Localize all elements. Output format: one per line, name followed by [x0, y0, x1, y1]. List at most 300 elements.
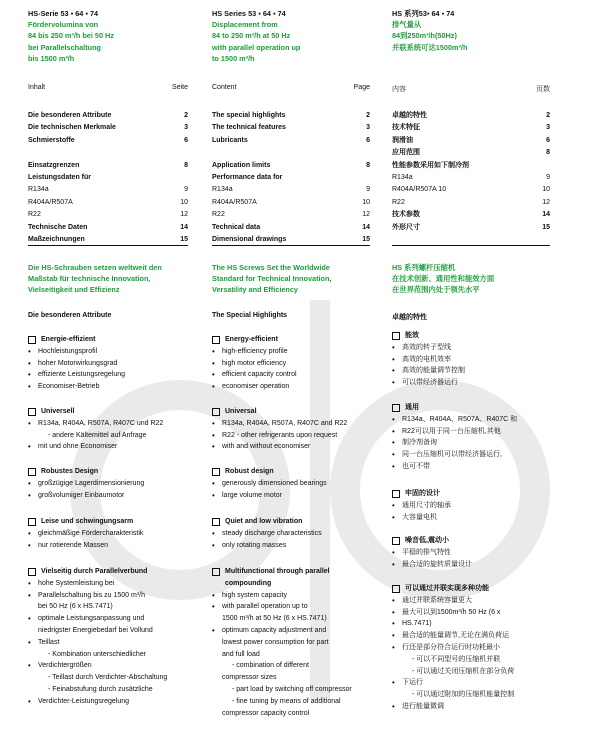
- feature-bullet-text: HS.7471): [402, 620, 432, 628]
- feature-title: [212, 406, 370, 418]
- feature-bullet-text: R134a, R404A, R507A, R407C and R22: [222, 419, 348, 427]
- bullet-icon: •: [392, 414, 395, 424]
- intro-line: HS 系列螺杆压缩机: [392, 263, 456, 272]
- bullet-icon: •: [392, 500, 395, 510]
- toc-entry[interactable]: [212, 160, 370, 172]
- toc-entry-page: 14: [362, 223, 370, 231]
- feature-bullet-text: mit und ohne Economiser: [38, 443, 118, 451]
- bullet-icon: [28, 625, 38, 637]
- feature-bullet: [28, 578, 188, 590]
- feature-bullet: [392, 559, 550, 571]
- toc-entry[interactable]: [28, 147, 188, 159]
- displacement-line: 排气量从: [392, 20, 422, 30]
- bullet-icon: •: [28, 418, 31, 428]
- toc-entry-title: Application limits: [212, 161, 271, 169]
- toc-entry-page: 9: [366, 186, 370, 194]
- feature-bullet-text: - Teillast durch Verdichter-Abschaltung: [48, 674, 168, 682]
- toc-entry[interactable]: [28, 222, 188, 234]
- bullet-icon: •: [392, 461, 395, 471]
- feature-title: [392, 583, 550, 595]
- checkbox-icon: [392, 537, 400, 545]
- feature-bullet-text: 行还是部分符合运行时功耗最小: [402, 643, 500, 651]
- bullet-icon: •: [212, 442, 215, 452]
- feature-bullet-text: - part load by switching off compressor: [232, 685, 352, 693]
- feature-bullet-text: R22 - other refrigerants upon request: [222, 431, 338, 439]
- intro-heading: [212, 262, 331, 296]
- toc-entry-page: 9: [184, 186, 188, 194]
- feature-bullet-text: high motor efficiency: [222, 359, 287, 367]
- feature-bullet: [212, 708, 370, 720]
- feature-title-text: 可以通过并联实现多种功能: [405, 585, 489, 592]
- feature-bullet: [212, 346, 370, 358]
- bullet-icon: •: [392, 547, 395, 557]
- feature-bullet: [28, 490, 188, 502]
- feature-bullet: [392, 630, 550, 642]
- bullet-icon: •: [212, 478, 215, 488]
- feature-section: [28, 406, 188, 453]
- feature-bullet: [392, 547, 550, 559]
- bullet-icon: [212, 708, 222, 720]
- feature-section: [212, 566, 370, 719]
- section-divider: [28, 245, 188, 246]
- feature-bullet-text: - combination of different: [232, 662, 309, 670]
- feature-title: [28, 566, 188, 578]
- toc-entry-title: 应用范围: [392, 149, 420, 157]
- bullet-icon: •: [392, 366, 395, 376]
- feature-bullet: [212, 369, 370, 381]
- toc-entry-page: 8: [546, 149, 550, 157]
- feature-bullet: [392, 461, 550, 473]
- intro-line: Versatility and Efficiency: [212, 285, 298, 295]
- toc-entry-page: 15: [362, 235, 370, 243]
- feature-section: [392, 402, 550, 473]
- toc-entry-title: R134a: [392, 173, 413, 181]
- feature-title-text: Robust design: [225, 468, 274, 475]
- bullet-icon: •: [28, 637, 31, 647]
- toc-entry[interactable]: [212, 209, 370, 221]
- feature-bullet: [392, 512, 550, 524]
- feature-bullet-text: large volume motor: [222, 491, 282, 499]
- toc-entry-page: 3: [184, 124, 188, 132]
- feature-bullet: [28, 418, 188, 430]
- feature-bullet-text: R134a, R404A, R507A, R407C und R22: [38, 419, 164, 427]
- toc-entry-title: Die besonderen Attribute: [28, 112, 112, 119]
- feature-bullet: [28, 649, 188, 661]
- bullet-icon: •: [212, 528, 215, 538]
- toc-entry-page: 6: [184, 136, 188, 144]
- checkbox-icon: [212, 518, 220, 526]
- checkbox-icon: [28, 568, 36, 576]
- toc-entry-page: 10: [362, 198, 370, 206]
- displacement-line: 84 to 250 m³/h at 50 Hz: [212, 31, 291, 41]
- bullet-icon: [212, 649, 222, 661]
- bullet-icon: •: [28, 696, 31, 706]
- toc-entry-page: 9: [546, 173, 550, 181]
- toc-entry-title: Schmierstoffe: [28, 136, 75, 144]
- displacement-line: bis 1500 m³/h: [28, 53, 75, 63]
- feature-bullet-text: 最合适的能量调节,无论在满负荷运: [402, 632, 509, 640]
- toc-entry[interactable]: [212, 172, 370, 184]
- feature-bullet-text: gleichmäßige Fördercharakteristik: [38, 529, 144, 537]
- feature-bullet: [212, 613, 370, 625]
- feature-bullet: [392, 377, 550, 389]
- bullet-icon: •: [28, 478, 31, 488]
- feature-section: [28, 516, 188, 551]
- toc-entry-page: [356, 172, 370, 184]
- feature-bullet: [212, 660, 370, 672]
- intro-heading: [28, 262, 162, 296]
- toc-entry[interactable]: [212, 197, 370, 209]
- toc-entry-page: 12: [542, 198, 550, 206]
- displacement-line: 84 bis 250 m³/h bei 50 Hz: [28, 31, 114, 41]
- toc-entry-page: 2: [366, 112, 370, 119]
- feature-bullet: [28, 369, 188, 381]
- feature-bullet-text: - 可以不同型号的压缩机并联: [412, 655, 501, 663]
- feature-bullet-text: 也可不带: [402, 462, 430, 470]
- toc-entry[interactable]: [392, 110, 550, 122]
- feature-bullet: [392, 607, 550, 619]
- feature-bullet-text: 平稳的排气特性: [402, 548, 451, 556]
- feature-bullet: [392, 666, 550, 678]
- feature-bullet: [392, 437, 550, 449]
- feature-title: [212, 466, 370, 478]
- feature-bullet: [212, 601, 370, 613]
- intro-line: 在世界范围内处于领先水平: [392, 285, 480, 295]
- feature-section: [392, 330, 550, 389]
- bullet-icon: [28, 672, 38, 684]
- feature-bullet-text: großzügige Lagerdimensionierung: [38, 479, 145, 487]
- feature-section: [212, 406, 370, 453]
- bullet-icon: •: [392, 701, 395, 711]
- toc-entry-page: [174, 147, 188, 159]
- feature-bullet-text: compressor sizes: [222, 674, 277, 682]
- feature-title-text: Universell: [41, 408, 75, 415]
- toc-entry-title: Einsatzgrenzen: [28, 161, 80, 169]
- feature-bullet-text: 通用尺寸的轴承: [402, 501, 451, 509]
- feature-bullet-text: generously dimensioned bearings: [222, 479, 327, 487]
- feature-bullet-text: high system capacity: [222, 591, 287, 599]
- toc-entry-page: 8: [184, 161, 188, 169]
- bullet-icon: •: [392, 642, 395, 652]
- feature-title-text: Robustes Design: [41, 468, 99, 475]
- toc-entry-title: 卓越的特性: [392, 112, 427, 119]
- checkbox-icon: [212, 568, 220, 576]
- toc-entry-title: Technische Daten: [28, 223, 88, 231]
- feature-bullet: [212, 540, 370, 552]
- feature-bullet: [28, 441, 188, 453]
- bullet-icon: •: [212, 418, 215, 428]
- checkbox-icon: [28, 408, 36, 416]
- feature-bullet-text: 高效的能量调节控制: [402, 367, 465, 375]
- feature-bullet-text: efficient capacity control: [222, 371, 297, 379]
- feature-bullet-text: - andere Kältemittel auf Anfrage: [48, 431, 147, 439]
- toc-entry-title: R22: [392, 198, 405, 206]
- toc-entry-title: 润滑油: [392, 136, 413, 144]
- feature-bullet-text: compressor capacity control: [222, 709, 310, 717]
- toc-page-label: Seite: [172, 84, 188, 91]
- feature-title-text: 通用: [405, 404, 419, 411]
- bullet-icon: •: [28, 590, 31, 600]
- toc-entry[interactable]: [28, 122, 188, 134]
- bullet-icon: [28, 601, 38, 613]
- checkbox-icon: [212, 468, 220, 476]
- feature-title: [212, 566, 370, 590]
- feature-bullet-text: 通过并联系统容量更大: [402, 596, 472, 604]
- toc-entry-title: Dimensional drawings: [212, 235, 287, 243]
- feature-bullet: [212, 672, 370, 684]
- feature-bullet: [392, 500, 550, 512]
- feature-bullet-text: 1500 m³/h at 50 Hz (6 x HS.7471): [222, 615, 327, 623]
- feature-bullet: [28, 381, 188, 393]
- toc-entry-page: 14: [180, 223, 188, 231]
- toc-entry-page: 10: [180, 198, 188, 206]
- feature-title: [28, 466, 188, 478]
- bullet-icon: [212, 637, 222, 649]
- toc-entry-title: Leistungsdaten für: [28, 173, 92, 181]
- feature-title-text: 能效: [405, 332, 419, 339]
- feature-bullet-text: - Feinabstufung durch zusätzliche: [48, 685, 153, 693]
- feature-bullet-text: 最大可以到1500m³/h 50 Hz (6 x: [402, 608, 501, 616]
- bullet-icon: •: [212, 430, 215, 440]
- column-header: [28, 8, 114, 64]
- toc-entry-page: 6: [366, 136, 370, 144]
- feature-bullet-text: - Kombination unterschiedlicher: [48, 650, 147, 658]
- feature-bullet-text: effiziente Leistungsregelung: [38, 371, 126, 379]
- toc-page-label: 页数: [536, 86, 550, 93]
- bullet-icon: •: [392, 619, 395, 629]
- feature-bullet: [392, 426, 550, 438]
- bullet-icon: •: [28, 661, 31, 671]
- feature-title: [392, 488, 550, 500]
- highlights-title: The Special Highlights: [212, 312, 288, 319]
- feature-title-text: Quiet and low vibration: [225, 518, 303, 525]
- toc-entry-title: Lubricants: [212, 136, 248, 144]
- toc-entry[interactable]: [392, 135, 550, 147]
- toc-entry[interactable]: [392, 160, 550, 172]
- feature-bullet: [28, 528, 188, 540]
- toc-entry[interactable]: [28, 110, 188, 122]
- feature-bullet: [28, 660, 188, 672]
- feature-bullet-text: bei 50 Hz (6 x HS.7471): [38, 603, 113, 611]
- table-of-contents: [212, 84, 370, 246]
- toc-header: [392, 84, 550, 110]
- feature-bullet: [212, 381, 370, 393]
- feature-section: [28, 334, 188, 393]
- feature-bullet: [212, 441, 370, 453]
- bullet-icon: •: [392, 342, 395, 352]
- series-title: HS Series 53 ▪ 64 ▪ 74: [212, 9, 286, 18]
- feature-bullet-text: with and without economiser: [222, 443, 311, 451]
- bullet-icon: •: [212, 490, 215, 500]
- feature-bullet-text: R134a、R404A、R507A、R407C 和: [402, 415, 518, 423]
- bullet-icon: •: [392, 631, 395, 641]
- checkbox-icon: [392, 490, 400, 498]
- toc-entry[interactable]: [392, 184, 550, 196]
- checkbox-icon: [28, 518, 36, 526]
- feature-bullet-text: - fine tuning by means of additional: [232, 697, 341, 705]
- intro-line: 在技术创新、通用性和能效方面: [392, 274, 495, 284]
- table-of-contents: [28, 84, 188, 246]
- feature-bullet-text: high-efficiency profile: [222, 347, 288, 355]
- feature-title: [28, 334, 188, 346]
- bullet-icon: •: [28, 490, 31, 500]
- bullet-icon: [392, 689, 402, 701]
- bullet-icon: •: [212, 590, 215, 600]
- toc-header: [212, 84, 370, 110]
- feature-bullet: [212, 528, 370, 540]
- feature-bullet: [28, 637, 188, 649]
- bullet-icon: •: [392, 450, 395, 460]
- displacement-line: bei Parallelschaltung: [28, 42, 101, 52]
- feature-bullet: [212, 418, 370, 430]
- bullet-icon: •: [392, 607, 395, 617]
- bullet-icon: •: [28, 540, 31, 550]
- feature-bullet: [28, 625, 188, 637]
- bullet-icon: [212, 613, 222, 625]
- feature-bullet: [212, 637, 370, 649]
- bullet-icon: •: [392, 678, 395, 688]
- feature-bullet: [28, 540, 188, 552]
- toc-entry[interactable]: [212, 135, 370, 147]
- bullet-icon: [28, 430, 38, 442]
- feature-title: [28, 406, 188, 418]
- toc-entry[interactable]: [28, 184, 188, 196]
- feature-bullet-text: Teillast: [38, 638, 60, 646]
- bullet-icon: •: [212, 346, 215, 356]
- toc-entry[interactable]: [28, 160, 188, 172]
- feature-bullet: [28, 601, 188, 613]
- feature-title-text: Leise und schwingungsarm: [41, 518, 134, 525]
- toc-entry[interactable]: [212, 122, 370, 134]
- bullet-icon: •: [28, 442, 31, 452]
- toc-entry-title: 技术特征: [392, 124, 420, 132]
- toc-label: Inhalt: [28, 84, 46, 91]
- feature-bullet-text: hoher Motorwirkungsgrad: [38, 359, 118, 367]
- toc-entry[interactable]: [212, 222, 370, 234]
- toc-entry-title: Technical data: [212, 223, 261, 231]
- feature-bullet: [212, 649, 370, 661]
- feature-bullet-text: 高效的电机效率: [402, 355, 451, 363]
- series-title: HS-Serie 53 ▪ 64 ▪ 74: [28, 9, 99, 18]
- bullet-icon: •: [28, 370, 31, 380]
- toc-entry[interactable]: [392, 209, 550, 221]
- feature-bullet-text: 同一台压缩机可以带经济器运行,: [402, 451, 502, 459]
- intro-line: Die HS-Schrauben setzen weltweit den: [28, 263, 162, 272]
- feature-bullet: [212, 684, 370, 696]
- toc-entry-page: 12: [362, 211, 370, 219]
- feature-bullet: [392, 677, 550, 689]
- feature-bullet: [28, 478, 188, 490]
- bullet-icon: [212, 660, 222, 672]
- toc-entry-page: 3: [366, 124, 370, 132]
- bullet-icon: •: [392, 354, 395, 364]
- bullet-icon: •: [212, 625, 215, 635]
- feature-bullet: [28, 672, 188, 684]
- toc-entry[interactable]: [28, 197, 188, 209]
- toc-entry[interactable]: [392, 222, 550, 234]
- toc-entry[interactable]: [28, 172, 188, 184]
- feature-bullet-text: lowest power consumption for part: [222, 638, 329, 646]
- feature-title: [212, 516, 370, 528]
- feature-title: [28, 516, 188, 528]
- bullet-icon: •: [392, 438, 395, 448]
- toc-entry[interactable]: [392, 147, 550, 159]
- feature-bullet: [212, 358, 370, 370]
- intro-line: Vielseitigkeit und Effizienz: [28, 285, 120, 295]
- toc-entry-title: R134a: [212, 186, 233, 194]
- feature-title-text: 牢固的设计: [405, 490, 440, 497]
- highlights-title: Die besonderen Attribute: [28, 312, 112, 319]
- toc-entry[interactable]: [28, 209, 188, 221]
- feature-section: [212, 334, 370, 393]
- feature-bullet-text: steady discharge characteristics: [222, 529, 322, 537]
- checkbox-icon: [28, 468, 36, 476]
- bullet-icon: •: [28, 528, 31, 538]
- checkbox-icon: [212, 336, 220, 344]
- displacement-line: Displacement from: [212, 20, 278, 30]
- toc-entry-page: 2: [184, 112, 188, 119]
- toc-entry-page: 6: [546, 136, 550, 144]
- bullet-icon: •: [28, 382, 31, 392]
- bullet-icon: [212, 696, 222, 708]
- feature-bullet-text: hohe Systemleistung bei: [38, 579, 115, 587]
- feature-bullet: [212, 696, 370, 708]
- feature-bullet-text: 最合适的旋转质量设计: [402, 560, 472, 568]
- toc-entry-title: R404A/R507A 10: [392, 186, 447, 194]
- toc-entry-title: The technical features: [212, 124, 286, 132]
- feature-bullet-text: - 可以通过附加的压缩机能量控制: [412, 691, 515, 699]
- toc-entry[interactable]: [28, 135, 188, 147]
- highlights-title: 卓越的特性: [392, 314, 427, 321]
- displacement-line: with parallel operation up: [212, 42, 301, 52]
- feature-title: [392, 535, 550, 547]
- bullet-icon: •: [392, 595, 395, 605]
- feature-section: [392, 583, 550, 713]
- toc-entry[interactable]: [392, 197, 550, 209]
- feature-section: [28, 466, 188, 501]
- table-of-contents: [392, 84, 550, 234]
- bullet-icon: •: [212, 602, 215, 612]
- bullet-icon: •: [212, 370, 215, 380]
- toc-entry[interactable]: [212, 184, 370, 196]
- bullet-icon: •: [392, 559, 395, 569]
- toc-entry[interactable]: [392, 122, 550, 134]
- toc-entry-title: The special highlights: [212, 112, 286, 119]
- feature-bullet-text: and full load: [222, 650, 260, 658]
- feature-bullet: [392, 642, 550, 654]
- feature-bullet: [212, 590, 370, 602]
- bullet-icon: [28, 649, 38, 661]
- column-header: [392, 8, 467, 53]
- feature-bullet: [28, 684, 188, 696]
- toc-entry-title: 性能参数采用如下制冷剂: [392, 161, 469, 169]
- toc-entry[interactable]: [212, 147, 370, 159]
- toc-entry[interactable]: [212, 110, 370, 122]
- intro-line: The HS Screws Set the Worldwide: [212, 263, 330, 272]
- bullet-icon: [392, 666, 402, 678]
- feature-bullet: [392, 654, 550, 666]
- toc-page-label: Page: [353, 84, 370, 91]
- feature-bullet-text: optimum capacity adjustment and: [222, 626, 327, 634]
- feature-bullet-text: 制冷剂备询: [402, 439, 437, 447]
- bullet-icon: •: [392, 378, 395, 388]
- toc-entry-title: Performance data for: [212, 173, 283, 181]
- bullet-icon: •: [212, 382, 215, 392]
- checkbox-icon: [212, 408, 220, 416]
- toc-entry[interactable]: [392, 172, 550, 184]
- toc-entry-title: R404A/R507A: [28, 198, 73, 206]
- feature-bullet: [392, 689, 550, 701]
